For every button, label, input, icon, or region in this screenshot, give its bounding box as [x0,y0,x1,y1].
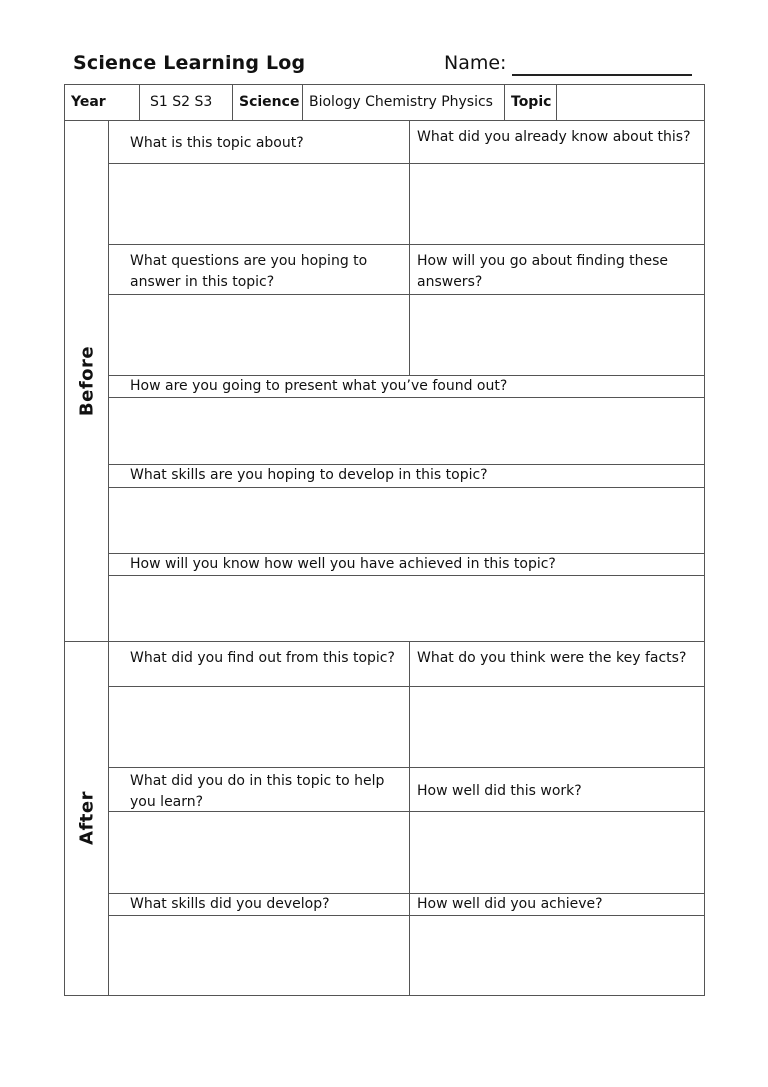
topic-label: Topic [504,84,557,121]
before-question-already-know: What did you already know about this? [410,120,705,164]
before-answer-hoping-to-answer[interactable] [109,294,410,376]
before-section-label [64,120,109,642]
page-title: Science Learning Log [73,52,306,74]
after-question-skills-developed: What skills did you develop? [109,893,410,916]
name-field[interactable] [512,74,692,76]
before-question-hoping-to-answer: What questions are you hoping to answer in this topic? [109,244,410,295]
after-question-found-out: What did you find out from this topic? [109,641,410,687]
year-label: Year [64,84,139,121]
topic-input[interactable] [557,84,705,121]
before-label: Before [76,345,97,416]
after-question-how-well-work: How well did this work? [410,767,705,812]
before-answer-present-findings[interactable] [109,397,705,465]
before-question-topic-about: What is this topic about? [109,120,410,164]
after-answer-key-facts[interactable] [410,686,705,768]
after-label: After [76,791,97,845]
before-answer-how-well-achieved[interactable] [109,575,705,642]
before-question-how-well-achieved: How will you know how well you have achieved in this topic? [109,553,705,576]
before-question-finding-answers: How will you go about finding these answers? [410,244,705,295]
after-answer-how-well-work[interactable] [410,811,705,894]
after-question-help-learn: What did you do in this topic to help you learn? [109,767,410,812]
science-label: Science [232,84,302,121]
after-question-key-facts: What do you think were the key facts? [410,641,705,687]
before-answer-skills-develop[interactable] [109,487,705,554]
learning-log-table [64,84,705,996]
name-label: Name: [444,52,507,74]
after-answer-found-out[interactable] [109,686,410,768]
year-options[interactable]: S1 S2 S3 [139,84,232,121]
before-question-skills-develop: What skills are you hoping to develop in this topic? [109,464,705,488]
before-question-present-findings: How are you going to present what you’ve found out? [109,375,705,398]
after-answer-how-well-achieved[interactable] [410,915,705,996]
science-options[interactable]: Biology Chemistry Physics [302,84,504,121]
after-section-label [64,641,109,996]
after-answer-help-learn[interactable] [109,811,410,894]
after-answer-skills-developed[interactable] [109,915,410,996]
after-question-how-well-achieved: How well did you achieve? [410,893,705,916]
before-answer-topic-about[interactable] [109,163,410,245]
before-answer-already-know[interactable] [410,163,705,245]
before-answer-finding-answers[interactable] [410,294,705,376]
